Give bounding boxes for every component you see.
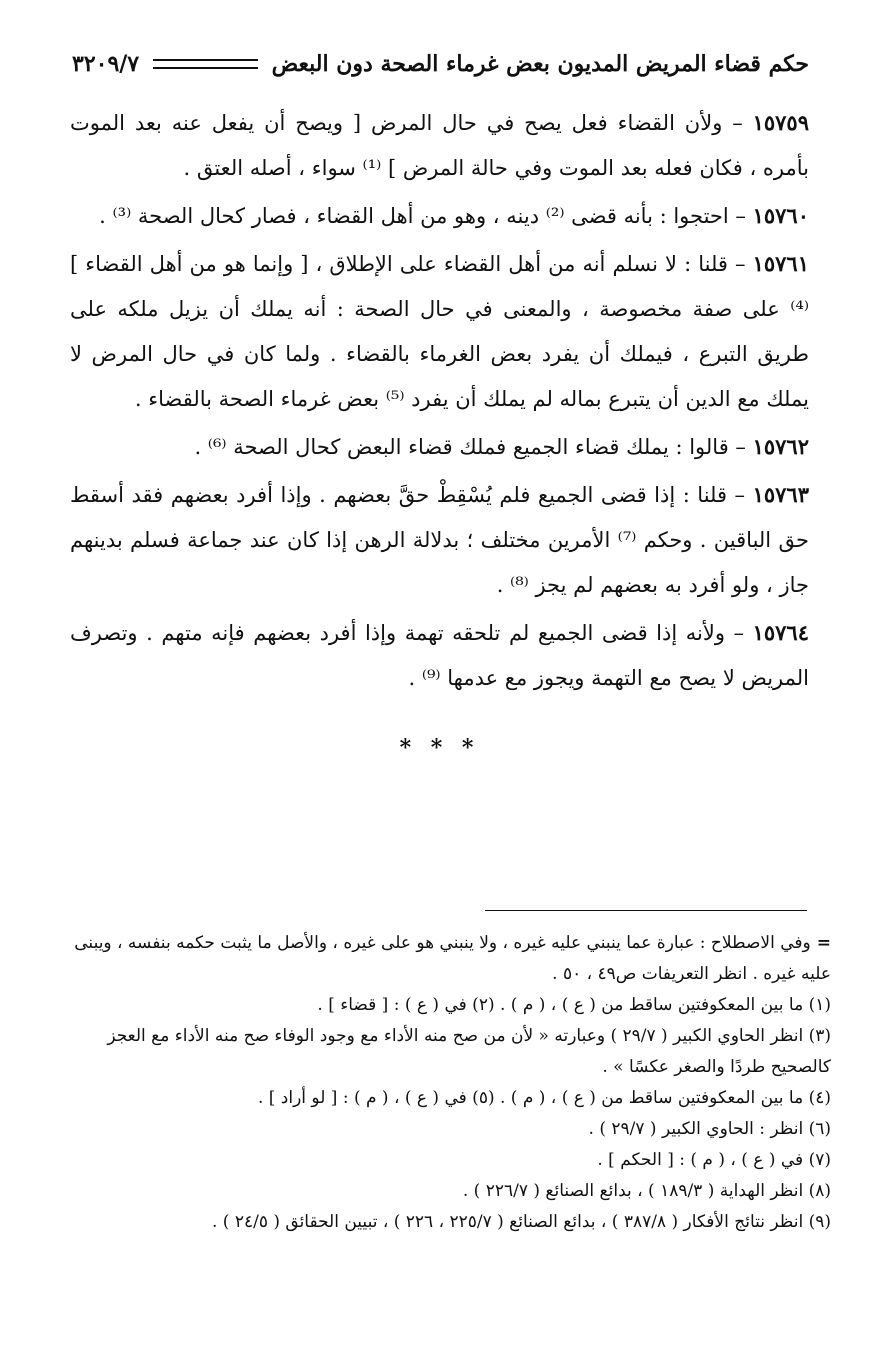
footnote: (٧) في ( ع ) ، ( م ) : [ الحكم ] . — [597, 1150, 831, 1170]
main-text — [70, 100, 809, 703]
paragraph-number: ١٥٧٦٣ — [752, 482, 809, 507]
page-header — [72, 44, 809, 84]
paragraph — [70, 241, 809, 422]
paragraph — [70, 193, 809, 239]
paragraph-number: ١٥٧٦١ — [752, 251, 809, 276]
footnote: (٨) انظر الهداية ( ١٨٩/٣ ) ، بدائع الصنائع ( ٢٢٦/٧ ) . — [462, 1181, 831, 1201]
paragraph-text: – قالوا : يملك قضاء الجميع فملك قضاء البعض كحال الصحة ⁽⁶⁾ . — [194, 435, 753, 459]
paragraph-number: ١٥٧٦٠ — [752, 203, 809, 228]
paragraph — [70, 472, 809, 608]
footnote: (١) ما بين المعكوفتين ساقط من ( ع ) ، ( م ) . (٢) في ( ع ) : [ قضاء ] . — [317, 995, 831, 1015]
continuation-marker: = — [816, 933, 831, 953]
paragraph — [70, 100, 809, 191]
footnote: (٦) انظر : الحاوي الكبير ( ٢٩/٧ ) . — [588, 1119, 831, 1139]
paragraph-number: ١٥٧٥٩ — [752, 110, 809, 135]
paragraph-text: – قلنا : لا نسلم أنه من أهل القضاء على الإطلاق ، [ وإنما هو من أهل القضاء ] ⁽⁴⁾ على صفة مخصوصة ، والمعنى في حال الصحة : أنه يملك أن يزيل ملكه على طريق التبرع ، فيملك أن يفرد بعض الغرماء بالقضاء . ولما كان في حال المرض لا يملك مع الدين أن يتبرع بماله لم يملك أن يفرد ⁽⁵⁾ بعض غرماء الصحة بالقضاء . — [70, 252, 809, 411]
paragraph-text: – قلنا : إذا قضى الجميع فلم يُسْقِطْ حقَّ بعضهم . وإذا أفرد بعضهم فقد أسقط حق الباقين . وحكم ⁽⁷⁾ الأمرين مختلف ؛ بدلالة الرهن إذا كان عند جماعة فسلم بدينهم جاز ، ولو أفرد به بعضهم لم يجز ⁽⁸⁾ . — [70, 483, 809, 597]
paragraph-text: – ولأن القضاء فعل يصح في حال المرض [ ويصح أن يفعل عنه بعد الموت بأمره ، فكان فعله بعد الموت وفي حالة المرض ] ⁽¹⁾ سواء ، أصله العتق . — [70, 111, 809, 180]
paragraph — [70, 424, 809, 470]
footnote: (٣) انظر الحاوي الكبير ( ٢٩/٧ ) وعبارته « لأن من صح منه الأداء مع وجود الوفاء صح منه الأداء مع العجز كالصحيح طردًا والصغر عكسًا » . — [107, 1026, 831, 1077]
header-rule — [153, 59, 257, 69]
page-number: ٣٢٠٩/٧ — [72, 51, 140, 77]
running-title: حكم قضاء المريض المديون بعض غرماء الصحة دون البعض — [271, 51, 809, 77]
paragraph-number: ١٥٧٦٢ — [752, 434, 809, 459]
footnote-continuation — [70, 928, 831, 990]
paragraph-text: – ولأنه إذا قضى الجميع لم تلحقه تهمة وإذا أفرد بعضهم فإنه متهم . وتصرف المريض لا يصح مع التهمة ويجوز مع عدمها ⁽⁹⁾ . — [70, 621, 809, 690]
paragraph — [70, 610, 809, 701]
footnote: (٤) ما بين المعكوفتين ساقط من ( ع ) ، ( م ) . (٥) في ( ع ) ، ( م ) : [ لو أراد ] . — [257, 1088, 831, 1108]
section-separator: * * * — [399, 735, 480, 761]
footnote: (٩) انظر نتائج الأفكار ( ٣٨٧/٨ ) ، بدائع الصنائع ( ٢٢٥/٧ ، ٢٢٦ ) ، تبيين الحقائق ( ٢٤/٥ ) . — [211, 1212, 831, 1232]
paragraph-number: ١٥٧٦٤ — [752, 620, 809, 645]
footnotes — [70, 928, 831, 1238]
footnote-text: وفي الاصطلاح : عبارة عما ينبني عليه غيره ، ولا ينبني هو على غيره ، والأصل ما يثبت حكمه بنفسه ، ويبنى عليه غيره . انظر التعريفات ص٤٩ ، ٥٠ . — [74, 933, 831, 984]
paragraph-text: – احتجوا : بأنه قضى ⁽²⁾ دينه ، وهو من أهل القضاء ، فصار كحال الصحة ⁽³⁾ . — [99, 204, 753, 228]
footnote-rule — [485, 910, 807, 911]
